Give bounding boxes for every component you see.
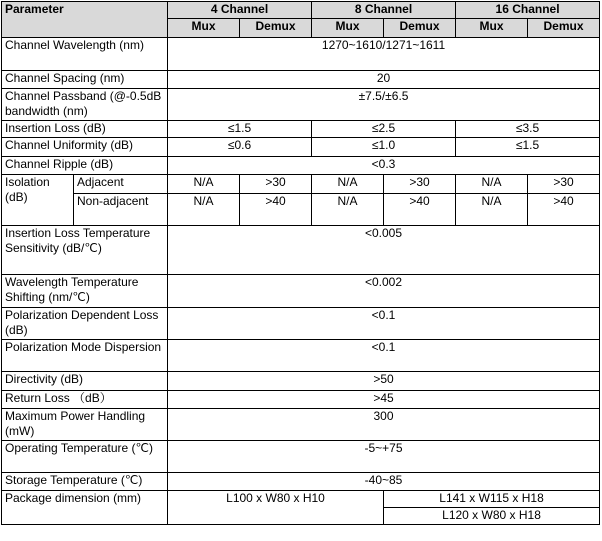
row-isolation-non-adjacent — [2, 194, 600, 226]
header-mux-8: Mux — [312, 19, 384, 38]
value-passband: ±7.5/±6.5 — [168, 89, 600, 121]
value-insertion-loss-4: ≤1.5 — [168, 121, 312, 138]
label-non-adjacent: Non-adjacent — [74, 194, 168, 226]
value-adjacent-mux-4: N/A — [168, 175, 240, 194]
header-parameter: Parameter — [2, 2, 168, 38]
value-non-adjacent-mux-16: N/A — [456, 194, 528, 226]
label-insertion-loss: Insertion Loss (dB) — [2, 121, 168, 138]
row-wl-temperature — [2, 275, 600, 308]
row-operating-temperature — [2, 441, 600, 473]
label-uniformity: Channel Uniformity (dB) — [2, 138, 168, 157]
label-storage-temperature: Storage Temperature (℃) — [2, 473, 168, 491]
value-il-temperature: <0.005 — [168, 226, 600, 275]
value-non-adjacent-demux-4: >40 — [240, 194, 312, 226]
value-max-power: 300 — [168, 409, 600, 441]
label-max-power: Maximum Power Handling (mW) — [2, 409, 168, 441]
value-non-adjacent-demux-8: >40 — [384, 194, 456, 226]
value-uniformity-8: ≤1.0 — [312, 138, 456, 157]
row-package-1 — [2, 491, 600, 508]
header-4-channel: 4 Channel — [168, 2, 312, 19]
value-non-adjacent-mux-4: N/A — [168, 194, 240, 226]
value-non-adjacent-mux-8: N/A — [312, 194, 384, 226]
header-16-channel: 16 Channel — [456, 2, 600, 19]
row-max-power — [2, 409, 600, 441]
row-pmd — [2, 340, 600, 372]
value-return-loss: >45 — [168, 391, 600, 409]
header-demux-8: Demux — [384, 19, 456, 38]
row-return-loss — [2, 391, 600, 409]
value-wavelength: 1270~1610/1271~1611 — [168, 38, 600, 71]
header-8-channel: 8 Channel — [312, 2, 456, 19]
row-il-temperature — [2, 226, 600, 275]
label-passband: Channel Passband (@-0.5dB bandwidth (nm) — [2, 89, 168, 121]
value-pdl: <0.1 — [168, 308, 600, 340]
row-spacing — [2, 71, 600, 89]
value-package-large-1: L141 x W115 x H18 — [384, 491, 600, 508]
value-adjacent-demux-4: >30 — [240, 175, 312, 194]
value-adjacent-demux-16: >30 — [528, 175, 600, 194]
row-passband — [2, 89, 600, 121]
label-pdl: Polarization Dependent Loss (dB) — [2, 308, 168, 340]
label-directivity: Directivity (dB) — [2, 372, 168, 391]
header-row-channels — [2, 2, 600, 19]
value-package-small: L100 x W80 x H10 — [168, 491, 384, 525]
value-insertion-loss-16: ≤3.5 — [456, 121, 600, 138]
spec-table — [1, 1, 600, 525]
value-uniformity-16: ≤1.5 — [456, 138, 600, 157]
label-adjacent: Adjacent — [74, 175, 168, 194]
label-ripple: Channel Ripple (dB) — [2, 157, 168, 175]
row-storage-temperature — [2, 473, 600, 491]
value-directivity: >50 — [168, 372, 600, 391]
value-adjacent-mux-8: N/A — [312, 175, 384, 194]
label-spacing: Channel Spacing (nm) — [2, 71, 168, 89]
value-ripple: <0.3 — [168, 157, 600, 175]
label-wl-temperature: Wavelength Temperature Shifting (nm/℃) — [2, 275, 168, 308]
label-wavelength: Channel Wavelength (nm) — [2, 38, 168, 71]
row-insertion-loss — [2, 121, 600, 138]
value-operating-temperature: -5~+75 — [168, 441, 600, 473]
label-pmd: Polarization Mode Dispersion — [2, 340, 168, 372]
header-demux-4: Demux — [240, 19, 312, 38]
value-uniformity-4: ≤0.6 — [168, 138, 312, 157]
header-mux-4: Mux — [168, 19, 240, 38]
value-spacing: 20 — [168, 71, 600, 89]
row-pdl — [2, 308, 600, 340]
label-il-temperature: Insertion Loss Temperature Sensitivity (dB/℃) — [2, 226, 168, 275]
row-directivity — [2, 372, 600, 391]
row-isolation-adjacent — [2, 175, 600, 194]
label-isolation: Isolation (dB) — [2, 175, 74, 226]
value-adjacent-mux-16: N/A — [456, 175, 528, 194]
value-insertion-loss-8: ≤2.5 — [312, 121, 456, 138]
row-ripple — [2, 157, 600, 175]
value-non-adjacent-demux-16: >40 — [528, 194, 600, 226]
value-package-large-2: L120 x W80 x H18 — [384, 508, 600, 525]
row-uniformity — [2, 138, 600, 157]
header-mux-16: Mux — [456, 19, 528, 38]
value-wl-temperature: <0.002 — [168, 275, 600, 308]
label-return-loss: Return Loss （dB） — [2, 391, 168, 409]
value-storage-temperature: -40~85 — [168, 473, 600, 491]
header-demux-16: Demux — [528, 19, 600, 38]
value-pmd: <0.1 — [168, 340, 600, 372]
label-package: Package dimension (mm) — [2, 491, 168, 525]
row-wavelength — [2, 38, 600, 71]
label-operating-temperature: Operating Temperature (℃) — [2, 441, 168, 473]
value-adjacent-demux-8: >30 — [384, 175, 456, 194]
